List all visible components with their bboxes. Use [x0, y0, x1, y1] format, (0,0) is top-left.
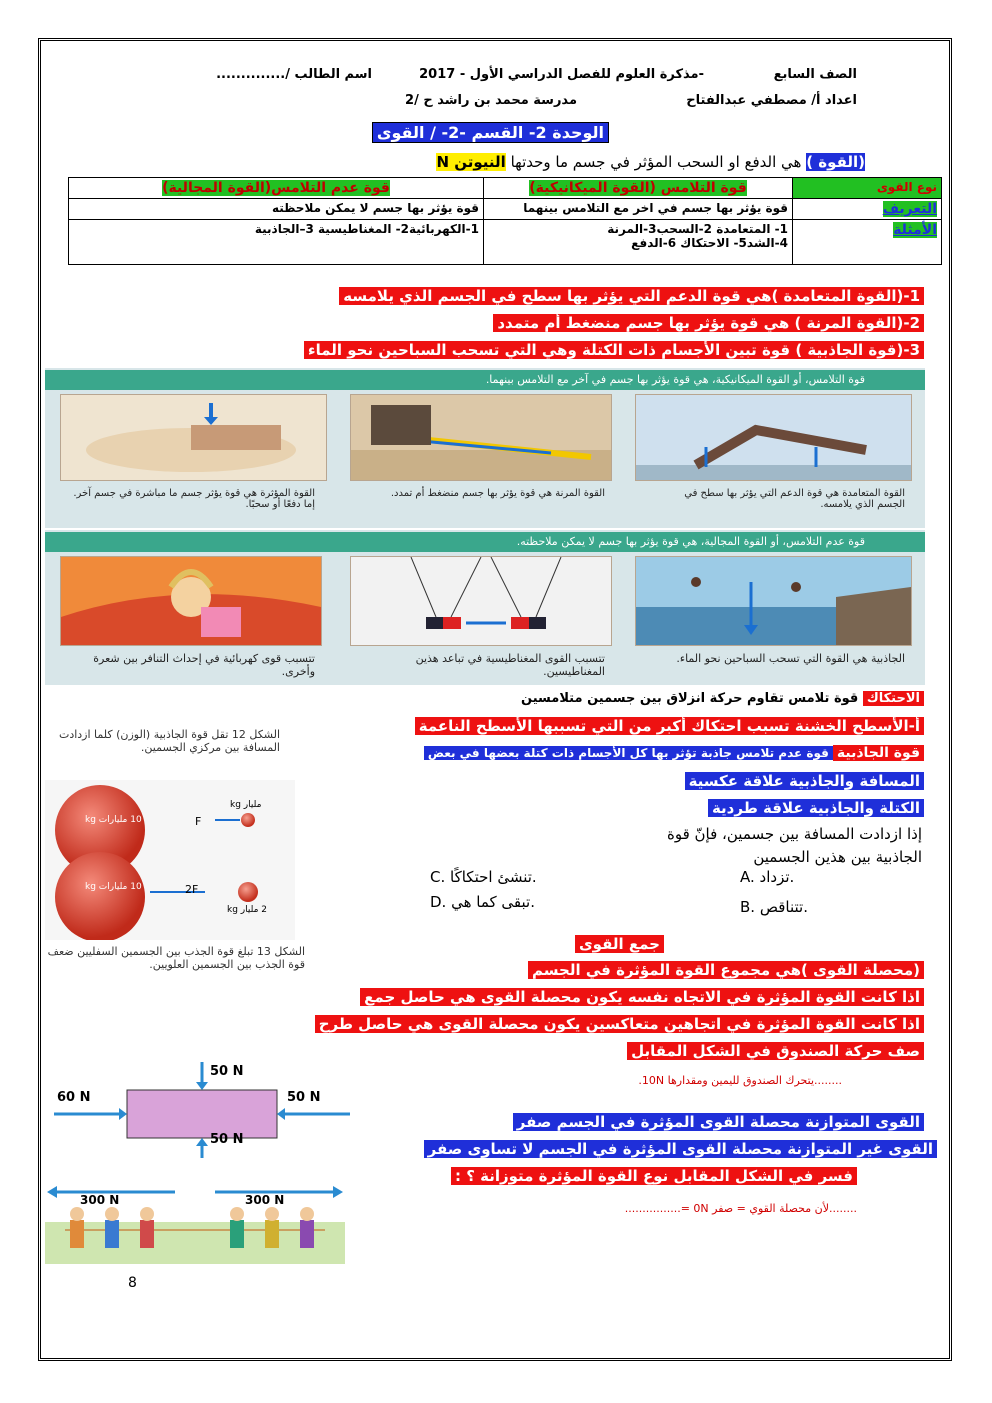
- gravity-definition: [424, 745, 924, 761]
- unbalanced-forces-def: القوى غير المتوازنة محصلة القوى المؤثرة في الجسم لا تساوى صفر: [424, 1140, 937, 1158]
- net-force-def: (محصلة القوى )هي مجموع القوة المؤثرة في الجسم: [528, 961, 924, 979]
- fig12-caption: الشكل 12 تقل قوة الجاذبية (الوزن) كلما ازدادت المسافة بين مركزي الجسمين.: [58, 728, 280, 754]
- mcq-option-b: B. تتناقص.: [740, 898, 808, 916]
- school-name: مدرسة محمد بن راشد ح /2: [405, 93, 577, 108]
- table-head-type: نوع القوى: [793, 178, 942, 199]
- box-forces-diagram: [52, 1060, 352, 1160]
- mass-gravity: الكتلة والجاذبية علاقة طردية: [708, 799, 924, 817]
- table-head-contact: قوة التلامس (القوة الميكانيكية): [484, 178, 793, 199]
- force-types-table: [68, 177, 942, 265]
- pushup-photo: [635, 394, 912, 481]
- force-unit: النيوتن N: [436, 153, 506, 171]
- mcq-option-a: A. تزداد.: [740, 868, 795, 886]
- friction-definition: [521, 691, 924, 706]
- table-def-label: التعريف: [793, 199, 942, 220]
- mcq-question-line2: الجاذبية بين هذين الجسمين: [753, 848, 922, 866]
- balanced-forces-def: القوى المتوازنة محصلة القوى المؤثرة في الجسم صفر: [513, 1113, 924, 1131]
- electric-caption: تتسبب قوى كهربائية في إحداث التنافر بين شعرة وأخرى.: [93, 652, 315, 678]
- doc-title: -مذكرة العلوم للفصل الدراسي الأول - 2017: [419, 67, 704, 82]
- balanced-question: فسر في الشكل المقابل نوع القوة المؤثرة متوزانة ؟ :: [451, 1167, 857, 1185]
- elastic-force-def: 2-(القوة المرنة ) هي قوة يؤثر بها جسم منضغط أم متمدد: [493, 314, 924, 332]
- big-sphere-label-1: 10 مليارات kg: [85, 815, 142, 825]
- force-definition: [436, 153, 865, 171]
- friction-text: قوة تلامس تقاوم حركة انزلاق بين جسمين متلامسين: [521, 691, 859, 706]
- grade-label: الصف السابع: [773, 67, 857, 82]
- contact-forces-bar: قوة التلامس، أو القوة الميكانيكية، هي قوة يؤثر بها جسم في آخر مع التلامس بينهما.: [45, 370, 925, 390]
- box-motion-answer: ........يتحرك الصندوق لليمين ومقدارها 10N.: [638, 1074, 842, 1087]
- student-name-field: اسم الطالب /..............: [216, 67, 372, 82]
- big-sphere-label-2: 10 مليارات kg: [85, 882, 142, 892]
- contact-forces-figure: [45, 368, 925, 528]
- table-ex-contact: 1- المتعامدة 2-السحب3-المرنة 4-الشد5- الاحتكاك 6-الدفع: [484, 220, 793, 265]
- same-direction-rule: اذا كانت القوة المؤثرة في الاتجاه نفسه يكون محصلة القوى هي حاصل جمع: [360, 988, 924, 1006]
- force-term: (القوة ): [806, 153, 865, 171]
- right-force-label: 50 N: [287, 1090, 321, 1105]
- gravity-label: قوة الجاذبية: [833, 745, 924, 761]
- describe-box-motion: صف حركة الصندوق في الشكل المقابل: [627, 1042, 924, 1060]
- magnetic-caption: تتسبب القوى المغناطيسية في تباعد هذين المغناطيسين.: [415, 652, 605, 678]
- mcq-question-line1: إذا ازدادت المسافة بين جسمين، فإنّ قوة: [666, 825, 922, 843]
- fig13-caption: الشكل 13 تبلغ قوة الجذب بين الجسمين السفليين ضعف قوة الجذب بين الجسمين العلويين.: [47, 945, 305, 971]
- table-head-noncontact: قوة عدم التلامس(القوة المجالية): [69, 178, 484, 199]
- noncontact-forces-figure: [45, 530, 925, 685]
- gravity-caption: الجاذبية هي القوة التي تسحب السباحين نحو الماء.: [676, 652, 905, 665]
- friction-label: الاحتكاك: [863, 691, 924, 706]
- gravity-spheres-figure: [45, 780, 295, 940]
- gravity-text: قوة عدم تلامس جاذبة تؤثر بها كل الأجسام ذات كتلة بعضها في بعض: [424, 746, 833, 760]
- tug-right-label: 300 N: [245, 1193, 285, 1207]
- opposite-direction-rule: اذا كانت القوة المؤثرة في اتجاهين متعاكسين يكون محصلة القوى هي حاصل طرح: [315, 1015, 924, 1033]
- sum-of-forces-title: جمع القوى: [575, 935, 664, 953]
- hair-photo: [60, 556, 322, 646]
- normal-force-def: 1-(القوة المتعامدة )هي قوة الدعم التي يؤثر بها سطح في الجسم الذي يلامسه: [339, 287, 924, 305]
- mcq-option-d: D. تبقى كما هي.: [430, 893, 535, 911]
- push-photo: [60, 394, 327, 481]
- table-ex-noncontact: 1-الكهربائية2- المغناطيسية 3–الجاذبية: [69, 220, 484, 265]
- small-sphere-label-1: مليار kg: [230, 800, 262, 810]
- left-force-label: 60 N: [57, 1090, 91, 1105]
- table-def-noncontact: قوة يؤثر بها جسم لا يمكن ملاحظته: [69, 199, 484, 220]
- magnets-photo: [350, 556, 612, 646]
- swimmers-photo: [635, 556, 912, 646]
- unit-title: الوحدة 2- القسم -2- / القوى: [372, 122, 609, 143]
- normal-force-caption: القوة المتعامدة هي قوة الدعم التي يؤثر بها سطح في الجسم الذي يلامسه.: [684, 488, 905, 510]
- noncontact-forces-bar: قوة عدم التلامس، أو القوة المجالية، هي قوة يؤثر بها جسم لا يمكن ملاحظته.: [45, 532, 925, 552]
- page-number: 8: [128, 1275, 137, 1291]
- rough-surfaces: أ-الأسطح الخشنة تسبب احتكاك أكبر من التي تسببها الأسطح الناعمة: [415, 717, 924, 735]
- mcq-option-c: C. تنشئ احتكاكًا.: [430, 868, 537, 886]
- prepared-by: اعداد أ/ مصطفي عبدالفتاح: [686, 93, 857, 108]
- force-def-text: هي الدفع او السحب المؤثر في جسم ما وحدتها: [510, 153, 802, 171]
- gravity-force-def: 3-(قوة الجاذبية ) قوة تبين الأجسام ذات الكتلة وهي التي تسحب السباحين نحو الماء: [304, 341, 924, 359]
- bottom-force-label: 50 N: [210, 1132, 244, 1147]
- top-force-label: 50 N: [210, 1064, 244, 1079]
- table-def-contact: قوة يؤثر بها جسم في اخر مع التلامس بينهما: [484, 199, 793, 220]
- applied-force-caption: القوة المؤثرة هي قوة يؤثر جسم ما مباشرة في جسم آخر. إما دفعًا أو سحبًا.: [73, 488, 315, 510]
- force-f-label: F: [195, 815, 202, 828]
- small-sphere-label-2: 2 مليار kg: [227, 905, 267, 915]
- tug-left-label: 300 N: [80, 1193, 120, 1207]
- distance-gravity: المسافة والجاذبية علاقة عكسية: [685, 772, 924, 790]
- force-2f-label: 2F: [185, 883, 199, 896]
- table-ex-label: الأمثلة: [793, 220, 942, 265]
- elastic-force-caption: القوة المرنة هي قوة يؤثر بها جسم منضغط أم تمدد.: [390, 488, 605, 499]
- balanced-answer: ........لأن محصلة القوي = صفر 0N =................: [624, 1202, 857, 1215]
- tug-of-war-figure: [45, 1182, 345, 1264]
- elastic-photo: [350, 394, 612, 481]
